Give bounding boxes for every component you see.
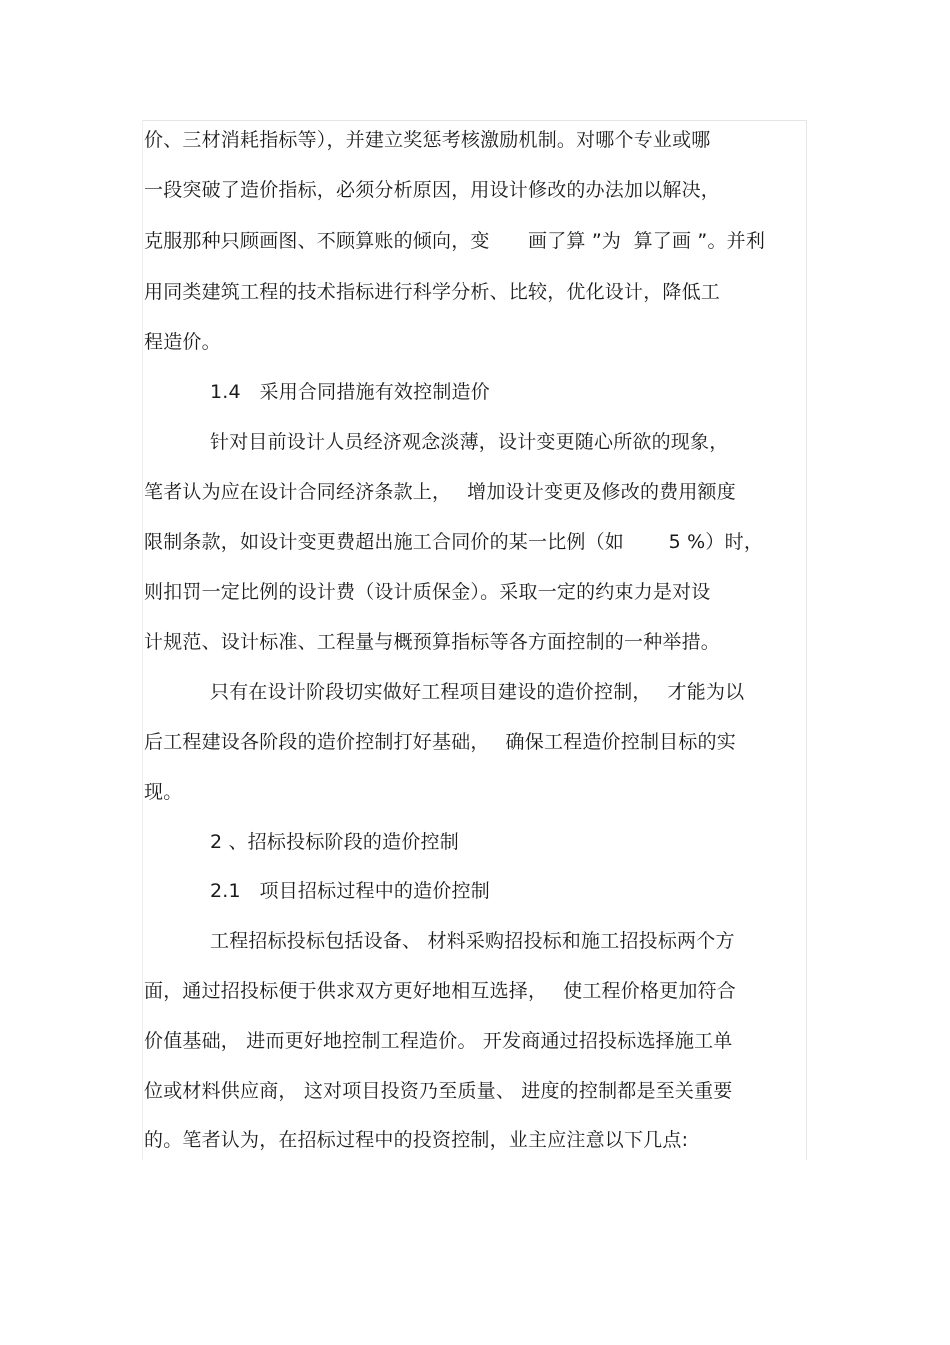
paragraph-line-18: 面，通过招投标便于供求双方更好地相互选择， 使工程价格更加符合 xyxy=(144,980,736,1002)
paragraph-line-17: 工程招标投标包括设备、 材料采购招投标和施工招投标两个方 xyxy=(210,930,735,952)
paragraph-line-2: 一段突破了造价指标，必须分析原因，用设计修改的办法加以解决， xyxy=(144,179,721,201)
paragraph-line-4: 用同类建筑工程的技术指标进行科学分析、比较，优化设计，降低工 xyxy=(144,281,721,303)
paragraph-line-19: 价值基础， 进而更好地控制工程造价。 开发商通过招投标选择施工单 xyxy=(144,1030,733,1052)
section-heading-2-1: 2.1 项目招标过程中的造价控制 xyxy=(210,880,490,902)
paragraph-line-5: 程造价。 xyxy=(144,331,221,353)
paragraph-line-20: 位或材料供应商， 这对项目投资乃至质量、 进度的控制都是至关重要 xyxy=(144,1080,733,1102)
section-heading-1-4: 1.4 采用合同措施有效控制造价 xyxy=(210,381,490,403)
paragraph-line-11: 计规范、设计标准、工程量与概预算指标等各方面控制的一种举措。 xyxy=(144,631,721,653)
section-heading-2: 2 、招标投标阶段的造价控制 xyxy=(210,831,459,853)
paragraph-line-10: 则扣罚一定比例的设计费（设计质保金）。采取一定的约束力是对设 xyxy=(144,581,711,603)
paragraph-line-13: 后工程建设各阶段的造价控制打好基础， 确保工程造价控制目标的实 xyxy=(144,731,736,753)
paragraph-line-7: 针对目前设计人员经济观念淡薄，设计变更随心所欲的现象， xyxy=(210,431,729,453)
paragraph-line-21: 的。笔者认为，在招标过程中的投资控制，业主应注意以下几点: xyxy=(144,1129,689,1151)
paragraph-line-9: 限制条款，如设计变更费超出施工合同价的某一比例（如 5 %）时， xyxy=(144,531,764,553)
paragraph-line-8: 笔者认为应在设计合同经济条款上， 增加设计变更及修改的费用额度 xyxy=(144,481,736,503)
paragraph-line-1: 价、三材消耗指标等），并建立奖惩考核激励机制。对哪个专业或哪 xyxy=(144,129,711,151)
paragraph-line-14: 现。 xyxy=(144,781,183,803)
paragraph-line-12: 只有在设计阶段切实做好工程项目建设的造价控制， 才能为以 xyxy=(210,681,745,703)
paragraph-line-3: 克服那种只顾画图、不顾算账的倾向，变 画了算 ”为 算了画 ”。并利 xyxy=(144,230,766,252)
